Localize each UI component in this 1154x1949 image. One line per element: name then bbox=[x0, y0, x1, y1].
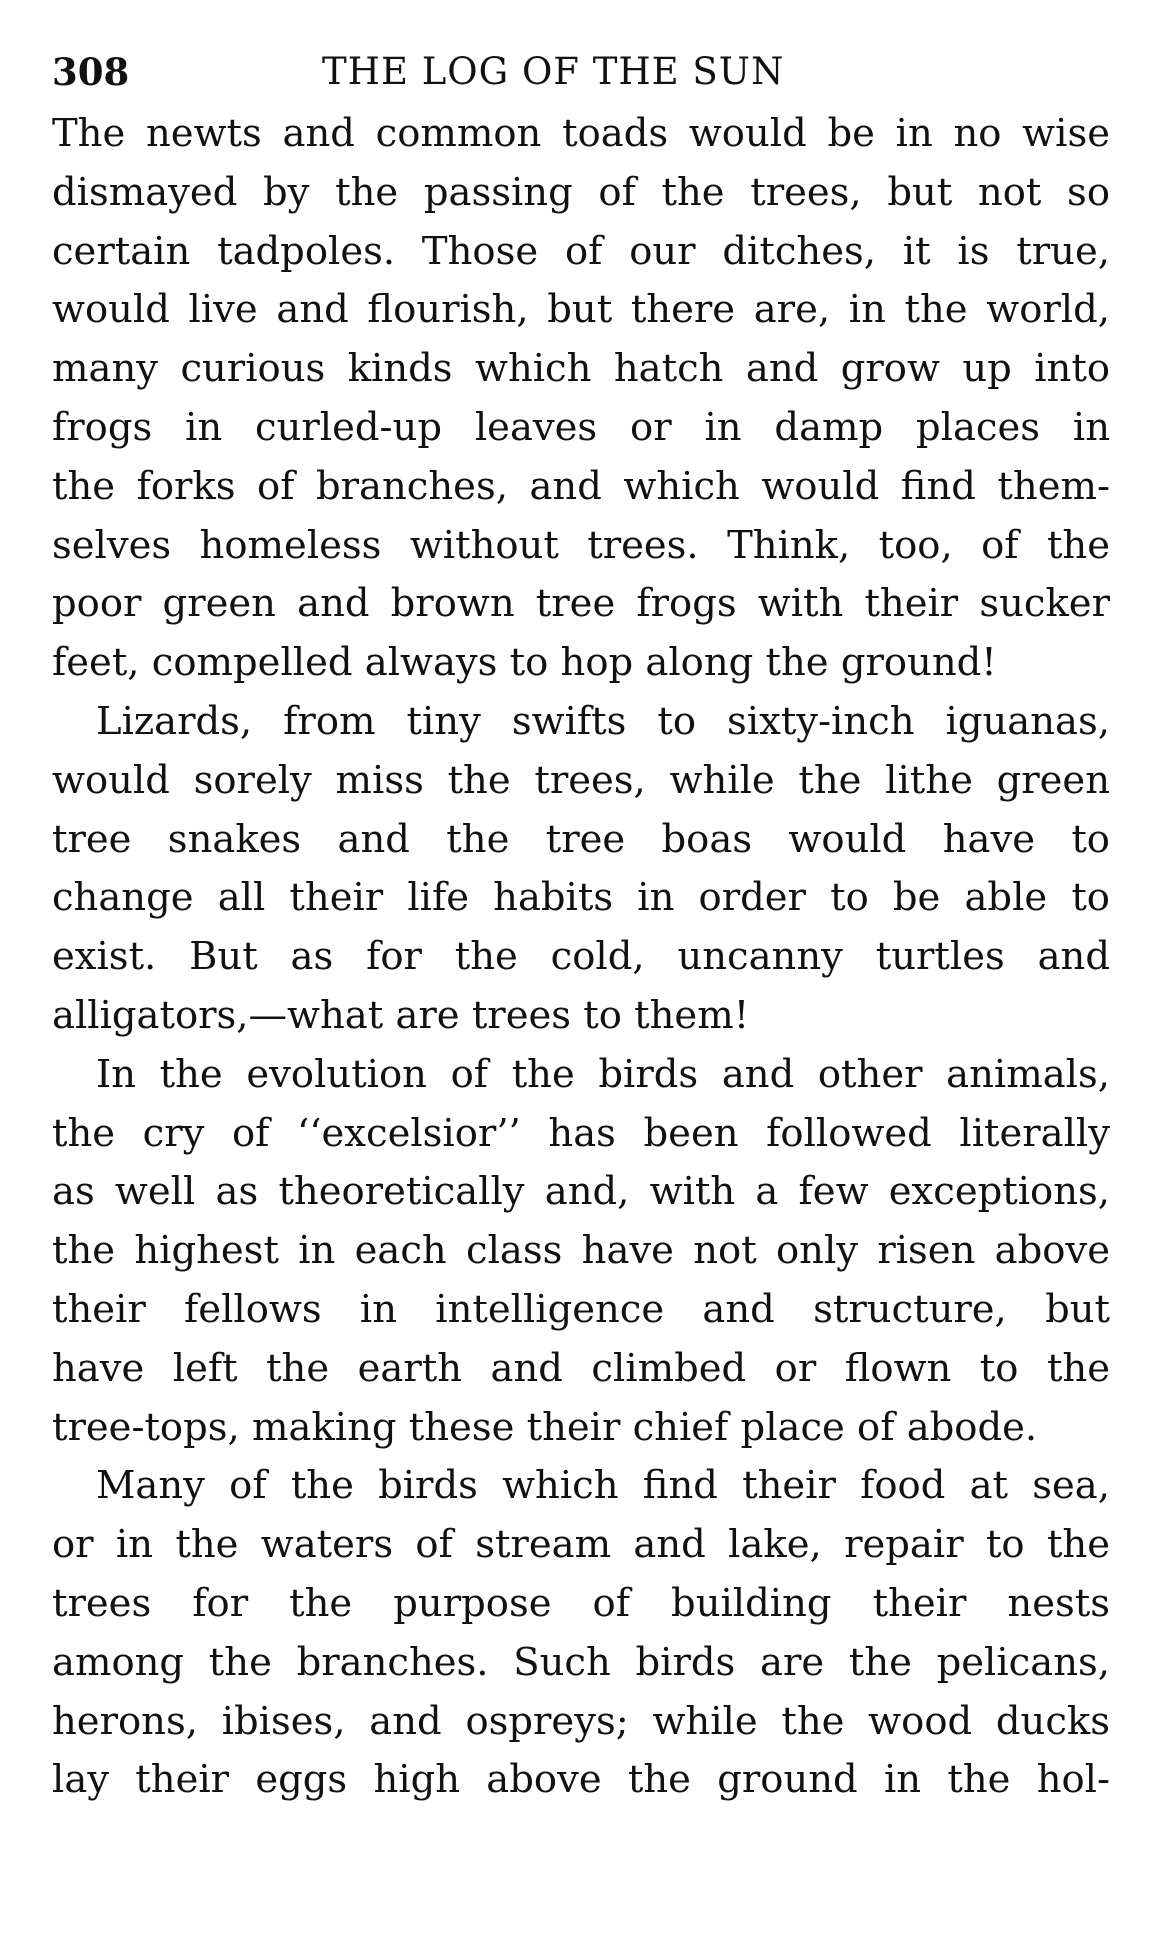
running-title: THE LOG OF THE SUN bbox=[322, 50, 785, 93]
text-line: dismayed by the passing of the trees, but not so bbox=[52, 169, 1110, 215]
text-line: the highest in each class have not only risen above bbox=[52, 1228, 1110, 1274]
text-line: the forks of branches, and which would find them- bbox=[52, 463, 1110, 509]
text-line: selves homeless without trees. Think, too, of the bbox=[52, 522, 1110, 568]
text-line: have left the earth and climbed or flown to the bbox=[52, 1345, 1110, 1391]
text-line: certain tadpoles. Those of our ditches, it is true, bbox=[52, 228, 1110, 274]
book-page bbox=[52, 44, 1110, 1810]
paragraph-4 bbox=[52, 1457, 1110, 1810]
text-line: would sorely miss the trees, while the lithe green bbox=[52, 757, 1110, 803]
text-line: Lizards, from tiny swifts to sixty-inch iguanas, bbox=[96, 698, 1110, 744]
text-line: would live and flourish, but there are, in the world, bbox=[52, 287, 1110, 333]
text-line: many curious kinds which hatch and grow up into bbox=[52, 346, 1110, 392]
text-line: poor green and brown tree frogs with their sucker bbox=[52, 581, 1110, 627]
text-line: as well as theoretically and, with a few exceptions, bbox=[52, 1169, 1110, 1215]
body-text bbox=[52, 105, 1110, 1810]
text-line: alligators,—what are trees to them! bbox=[52, 992, 750, 1038]
running-head bbox=[52, 44, 1110, 100]
paragraph-2 bbox=[52, 693, 1110, 1046]
text-line: The newts and common toads would be in no wise bbox=[52, 111, 1110, 156]
text-line: trees for the purpose of building their nests bbox=[52, 1580, 1110, 1626]
text-line: herons, ibises, and ospreys; while the wood ducks bbox=[52, 1698, 1110, 1744]
text-line: the cry of ‘‘excelsior’’ has been followed literally bbox=[52, 1110, 1110, 1156]
page-number: 308 bbox=[52, 50, 130, 94]
text-line: tree snakes and the tree boas would have to bbox=[52, 816, 1110, 862]
text-line: their fellows in intelligence and structure, but bbox=[52, 1286, 1110, 1332]
text-line: Many of the birds which find their food at sea, bbox=[96, 1463, 1110, 1509]
text-line: or in the waters of stream and lake, repair to the bbox=[52, 1522, 1110, 1568]
text-line: In the evolution of the birds and other animals, bbox=[96, 1051, 1110, 1097]
text-line: among the branches. Such birds are the pelicans, bbox=[52, 1639, 1110, 1685]
text-line: tree-tops, making these their chief place of abode. bbox=[52, 1404, 1038, 1450]
text-line: change all their life habits in order to be able to bbox=[52, 875, 1110, 921]
paragraph-3 bbox=[52, 1046, 1110, 1458]
text-line: frogs in curled-up leaves or in damp places in bbox=[52, 404, 1110, 450]
text-line: feet, compelled always to hop along the ground! bbox=[52, 640, 997, 686]
paragraph-1 bbox=[52, 105, 1110, 693]
text-line: exist. But as for the cold, uncanny turtles and bbox=[52, 934, 1110, 980]
text-line: lay their eggs high above the ground in the hol- bbox=[52, 1757, 1110, 1803]
